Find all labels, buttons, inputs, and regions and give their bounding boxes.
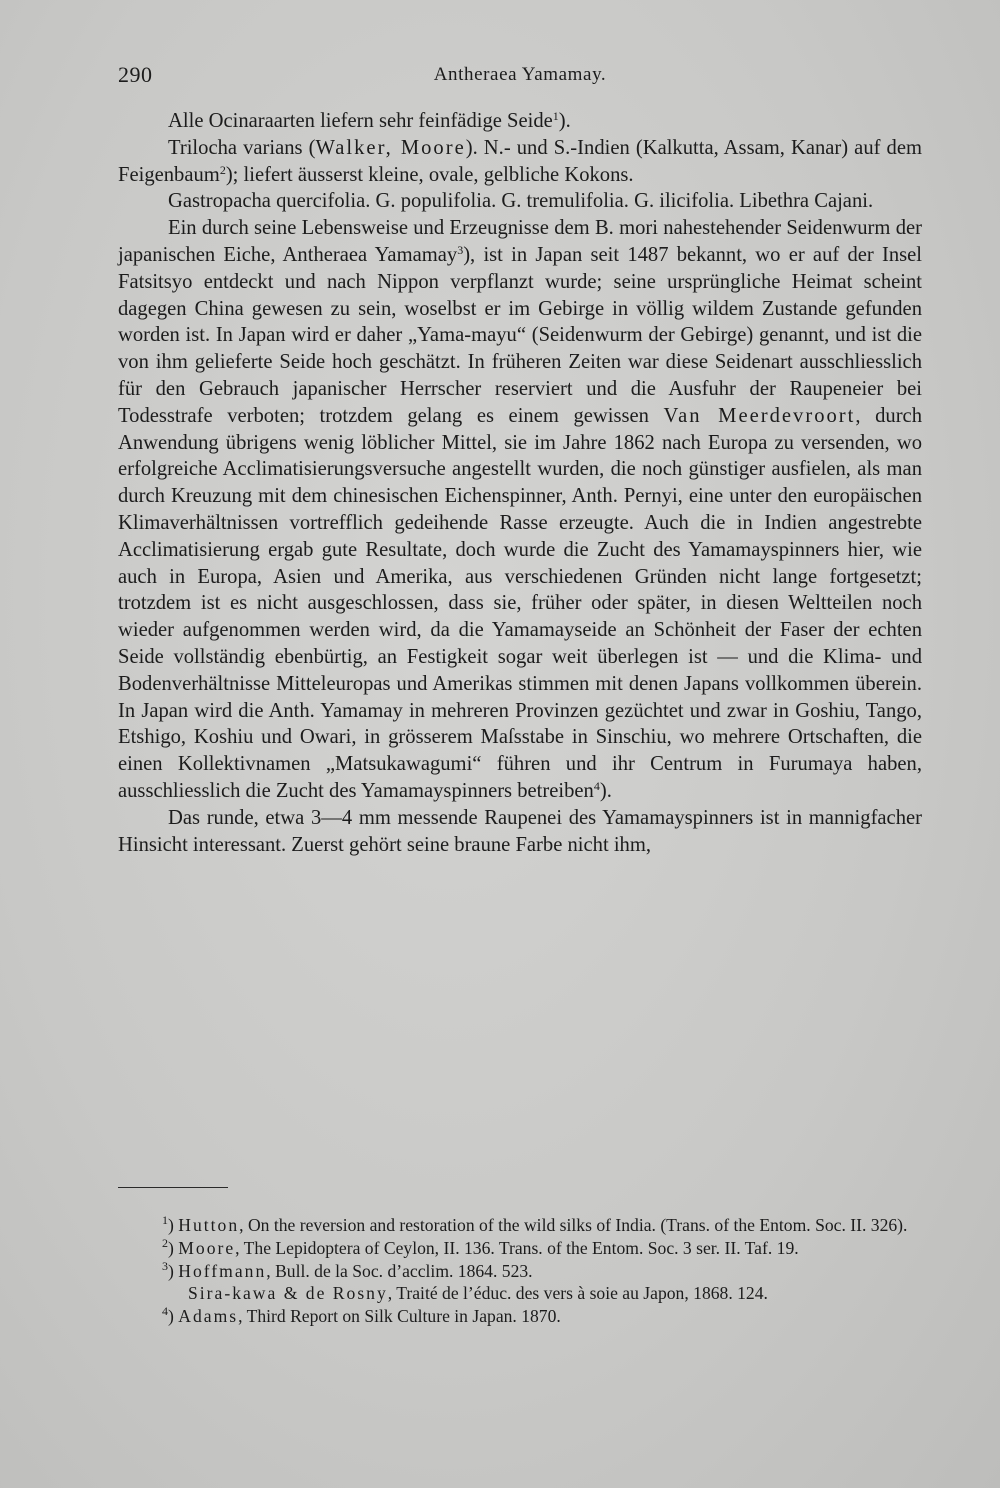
page-number: 290 [118, 62, 153, 87]
paragraph-ocinara: Alle Ocinaraarten liefern sehr feinfädige Seide$^1$). [168, 109, 571, 132]
paragraph-raupenei: Das runde, etwa 3—4 mm messende Raupenei des Yamamayspinners ist in mannigfacher Hinsicht interessant. Zuerst gehört seine braune Farbe nicht ihm, [118, 806, 922, 856]
footnote-ref: 3 [457, 242, 464, 257]
body-text [118, 108, 922, 858]
paragraph-trilocha: Trilocha varians (Walker, Moore). N.- und S.-Indien (Kalkutta, Assam, Kanar) auf dem Feigenbaum$^2$); liefert äusserst kleine, ovale, gelbliche Kokons. [118, 136, 922, 186]
footnote: $^3$) Hoffmann, Bull. de la Soc. d’acclim. 1864. 523. [162, 1258, 533, 1281]
paragraph-yamamay: Ein durch seine Lebensweise und Erzeugnisse dem B. mori nahestehender Seidenwurm der japanischen Eiche, Antheraea Yamamay$^3$), ist in Japan seit 1487 bekannt, wo er auf der Insel Fatsitsyo entdeckt und nach Nippon verpflanzt wurde; seine ursprüngliche Heimat scheint dagegen China gewesen zu sein, woselbst er im Gebirge in völlig wildem Zustande gefunden worden ist. In Japan wird er daher „Yama-mayu“ (Seidenwurm der Gebirge) genannt, und ist die von ihm gelieferte Seide hoch geschätzt. In früheren Zeiten war diese Seidenart ausschliesslich für den Gebrauch japanischer Herrscher reserviert und die Ausfuhr der Raupeneier bei Todesstrafe verboten; trotzdem gelang es einem gewissen Van Meerdevroort, durch Anwendung übrigens wenig löblicher Mittel, sie im Jahre 1862 nach Europa zu versenden, wo erfolgreiche Acclimatisierungsversuche angestellt wurden, die noch günstiger ausfielen, als man durch Kreuzung mit dem chinesischen Eichenspinner, Anth. Pernyi, eine unter den europäischen Klimaverhältnissen vortrefflich gedeihende Rasse erzeugte. Auch die in Indien angestrebte Acclimatisierung ergab gute Resultate, doch wurde die Zucht des Yamamayspinners hier, wie auch in Europa, Asien und Amerika, aus verschiedenen Gründen nicht lange fortgesetzt; trotzdem ist es nicht ausgeschlossen, dass sie, früher oder später, in diesen Weltteilen noch wieder aufgenommen werden wird, da die Yamamayseide an Schönheit der Faser der echten Seide vollständig ebenbürtig, an Festigkeit sogar weit überlegen ist — und die Klima- und Bodenverhältnisse Mitteleuropas und Amerikas stimmen mit denen Japans vollkommen überein. In Japan wird die Anth. Yamamay in mehreren Provinzen gezüchtet und zwar in Goshiu, Tango, Etshigo, Koshiu und Owari, in grösserem Maſsstabe in Sinschiu, wo mehrere Ortschaften, die einen Kollektivnamen „Matsukawagumi“ führen und ihr Centrum in Furumaya haben, ausschliesslich die Zucht des Yamamayspinners betreiben$^4$). [118, 217, 923, 802]
person-name: Van Meerdevroort [663, 404, 856, 427]
footnotes [118, 1214, 922, 1328]
footnote-ref: 1 [552, 109, 559, 123]
footnote-rule [118, 1187, 228, 1188]
footnote: $^1$) Hutton, On the reversion and restoration of the wild silks of India. (Trans. of the Entom. Soc. II. 326). [162, 1213, 908, 1235]
author-names: Walker, Moore [315, 136, 466, 159]
footnote: Sira-kawa & de Rosny, Traité de l’éduc. des vers à soie au Japon, 1868. 124. [188, 1283, 768, 1304]
paragraph-gastropacha: Gastropacha quercifolia. G. populifolia. G. tremulifolia. G. ilicifolia. Libethra Cajani. [168, 190, 874, 213]
running-title: Antheraea Yamamay. [433, 64, 607, 85]
footnote-ref: 4 [593, 778, 600, 793]
page-header [118, 62, 922, 92]
footnote-ref: 2 [219, 162, 226, 177]
footnote: $^4$) Adams, Third Report on Silk Culture in Japan. 1870. [162, 1304, 561, 1327]
footnote: $^2$) Moore, The Lepidoptera of Ceylon, II. 136. Trans. of the Entom. Soc. 3 ser. II. Taf. 19. [162, 1235, 799, 1258]
